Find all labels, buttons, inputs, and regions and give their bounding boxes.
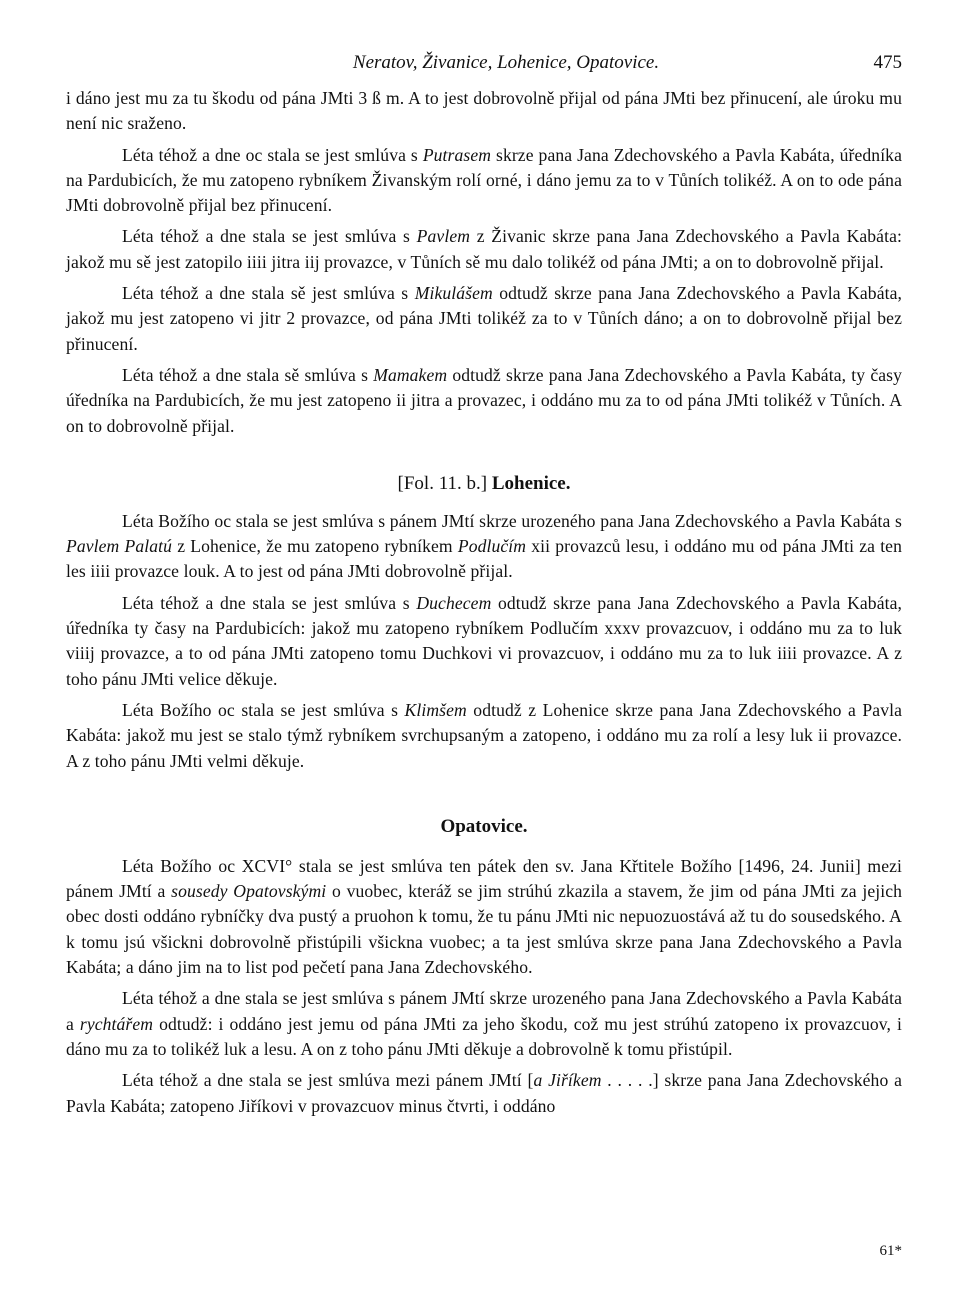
section-heading-lohenice bbox=[66, 473, 902, 495]
paragraph-jirik: Léta téhož a dne stala se jest smlúva mezi pánem JMtí [a Jiříkem . . . . .] skrze pana Jana Zdechovského a Pavla Kabáta; zatopeno Jiříkovi v provazcuov minus čtvrti, i oddáno bbox=[66, 1070, 902, 1116]
paragraph-mikulas: Léta téhož a dne stala sě jest smlúva s Mikulášem odtudž skrze pana Jana Zdechovského a Pavla Kabáta, jakož mu jest zatopeno vi jitr 2 provazce, od pána JMti tolikéž za to v Tůních dáno; a on to dobrovolně přijal bez přinucení. bbox=[66, 283, 902, 354]
name-duchec: Duchecem bbox=[416, 592, 492, 613]
paragraph-opatovice-sousede: Léta Božího oc XCVI° stala se jest smlúva ten pátek den sv. Jana Křtitele Božího [1496, 24. Junii] mezi pánem JMtí a sousedy Opatovskými o vuobec, kteráž se jim strúhú zkazila a stavem, že jim od pána JMti za jejich obec dosti oddáno rybníčky dva pustý a pruohon k tomu, že tu pánu JMti nic nepuozuostává až tu do sousedského. A k tomu jsú všickni dobrovolně přistúpili všickna vuobec; a ta jest smlúva skrze pana Jana Zdechovského a Pavla Kabáta; a dáno jim na to list pod pečetí pana Jana Zdechovského. bbox=[66, 855, 903, 978]
name-jirik: a Jiříkem bbox=[533, 1070, 602, 1091]
paragraph-mamak: Léta téhož a dne stala sě smlúva s Mamakem odtudž skrze pana Jana Zdechovského a Pavla Kabáta, ty časy úředníka na Pardubicích, že mu jest zatopeno ii jitra a provazec, i oddáno mu za to od pána JMti tolikéž v Tůních. A on to dobrovolně přijal. bbox=[66, 364, 902, 436]
name-sousedy-opatovske: sousedy Opatovskými bbox=[171, 881, 327, 902]
page-number: 475 bbox=[873, 52, 902, 73]
document-page bbox=[66, 52, 902, 1119]
folio-reference: [Fol. 11. b.] bbox=[397, 472, 492, 494]
name-pavel: Pavlem bbox=[416, 226, 471, 247]
section-title-lohenice: Lohenice. bbox=[491, 472, 571, 494]
name-klimes: Klimšem bbox=[404, 699, 467, 720]
name-rychtar: rychtářem bbox=[79, 1013, 154, 1034]
paragraph-klimes: Léta Božího oc stala se jest smlúva s Klimšem odtudž z Lohenice skrze pana Jana Zdechovského a Pavla Kabáta: jakož mu jest se stalo týmž rybníkem svrchupsaným a zatopeno, i oddáno mu za rolí a lesy luk ii provazce. A z toho pánu JMti velmi děkuje. bbox=[66, 699, 902, 771]
running-title: Neratov, Živanice, Lohenice, Opatovice. bbox=[352, 52, 660, 73]
paragraph-continuation: i dáno jest mu za tu škodu od pána JMti 3 ß m. A to jest dobrovolně přijal od pána JMti bez přinucení, ale úroku mu není nic sraženo. bbox=[66, 88, 902, 134]
section-heading-opatovice: Opatovice. bbox=[440, 815, 528, 837]
paragraph-rychtar: Léta téhož a dne stala se jest smlúva s pánem JMtí skrze urozeného pana Jana Zdechovského a Pavla Kabáta a rychtářem odtudž: i oddáno jest jemu od pána JMti za jeho škodu, což mu jest strúhú zatopeno ix provazcuov, i dáno mu za to tolikéž luk a lesu. A on z toho pánu JMti děkuje a dobrovolně k tomu přistúpil. bbox=[66, 988, 902, 1059]
name-podluci: Podlučím bbox=[457, 536, 527, 557]
running-head bbox=[66, 52, 902, 86]
paragraph-pavel-palat: Léta Božího oc stala se jest smlúva s pánem JMtí skrze urozeného pana Jana Zdechovského a Pavla Kabáta s Pavlem Palatú z Lohenice, že mu zatopeno rybníkem Podlučím xii provazců lesu, i oddáno mu od pána JMti za ten les iiii provazce louk. A to jest od pána JMti dobrovolně přijal. bbox=[66, 510, 902, 582]
paragraph-putras: Léta téhož a dne oc stala se jest smlúva s Putrasem skrze pana Jana Zdechovského a Pavla Kabáta, úředníka na Pardubicích, že mu zatopeno rybníkem Živanským rolí orné, i dáno jemu za to v Tůních tolikéž. A on to ode pána JMti dobrovolně přijal bez přinucení. bbox=[66, 144, 902, 216]
name-pavel-palat: Pavlem Palatú bbox=[66, 536, 173, 557]
name-mikulas: Mikulášem bbox=[414, 283, 493, 304]
paragraph-pavel: Léta téhož a dne stala se jest smlúva s Pavlem z Živanic skrze pana Jana Zdechovského a Pavla Kabáta: jakož mu sě jest zatopilo iiii jitra iij provazce, v Tůních sě mu dalo tolikéž od pána JMti; a on to dobrovolně přijal. bbox=[66, 226, 902, 272]
name-mamak: Mamakem bbox=[373, 364, 448, 385]
signature-mark: 61* bbox=[879, 1243, 902, 1259]
name-putras: Putrasem bbox=[422, 144, 492, 165]
paragraph-duchec: Léta téhož a dne stala se jest smlúva s Duchecem odtudž skrze pana Jana Zdechovského a Pavla Kabáta, úředníka ty časy na Pardubicích: jakož mu zatopeno rybníkem Podlučím xxxv provazcuov, i oddáno mu za to luk viiij provazce, a to od pána JMti zatopeno tomu Duchkovi vi provazcuov, i oddáno mu za to luk iiii provazce. A z toho pánu JMti velice děkuje. bbox=[66, 592, 902, 689]
